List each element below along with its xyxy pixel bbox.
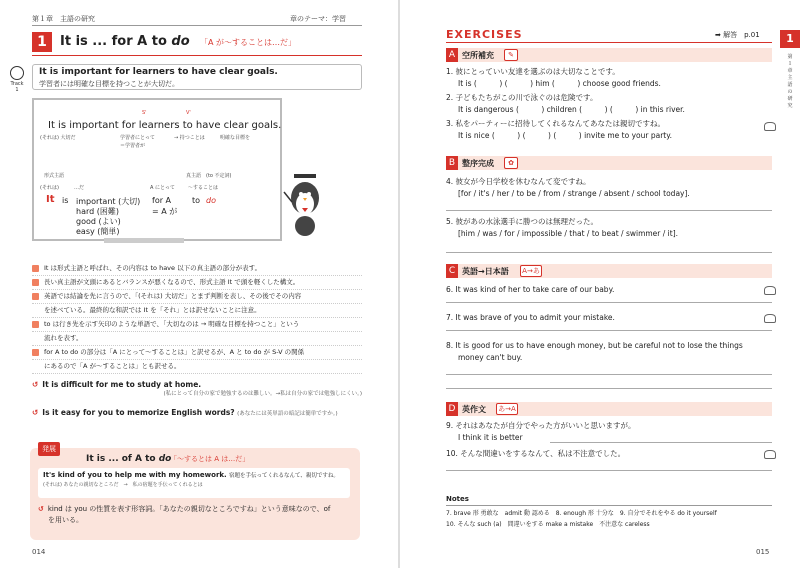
question-3: 3. 私をパーティーに招待してくれるなんてあなたは親切ですね。 It is nice ( ) ( ) ( ) invite me to your party. [446, 118, 776, 142]
hint-icon [32, 279, 39, 286]
note-line: 英語では結論を先に言うので、「(それは) 大切だ」とまず判断を表し、その後でその内容 [32, 290, 362, 304]
answer-line[interactable] [446, 388, 772, 389]
chapter-header: 第１章 主語の研究 [32, 15, 95, 23]
blackboard-diagram: S' V' It is important for learners to have clear goals. (それは) 大切だ 学習者にとって → 持つことは 明確な目標を ＝学習者が 形式主語 真主語 (to 不定詞) (それは) …だ A にとって 〜することは It is important (大切) hard (困難) good (よい) easy (簡単) for A = A が to do [32, 98, 282, 241]
section-title: It is ... for A to do [60, 34, 190, 49]
question-2: 2. 子どもたちがこの川で泳ぐのは危険です。 It is dangerous ( ) children ( ) ( ) in this river. [446, 93, 685, 114]
section-c-bar: C 英語→日本語 A→あ [446, 264, 772, 278]
hint-icon [32, 293, 39, 300]
answer-line[interactable] [446, 302, 772, 303]
main-example: It is important for learners to have clear goals. 学習者には明確な目標を持つことが大切だ。 [32, 64, 362, 90]
section-a-bar: A 空所補充 ✎ [446, 48, 772, 62]
hint-icon [32, 321, 39, 328]
note-line: It は形式主語と呼ばれ、その内容は to have 以下の真主語の部分が表す。 [32, 262, 362, 276]
question-5: 5. 彼があの水泳選手に勝つのは無理だった。 [him / was / for / impossible / that / to beat / swimmer / it]. [446, 217, 679, 238]
advanced-title: It is ... of A to do [86, 454, 172, 464]
question-6: 6. It was kind of her to take care of our baby. [446, 284, 776, 296]
track-badge[interactable]: Track 1 [8, 66, 26, 93]
answer-line[interactable] [446, 330, 772, 331]
question-8: 8. It is good for us to have enough money, but be careful not to lose the things money can't buy. [446, 341, 743, 362]
section-number: 1 [32, 32, 52, 52]
mortarboard-icon [764, 122, 776, 131]
note-line: 流れを表す。 [32, 332, 362, 346]
diagram-sentence: It is important for learners to have clear goals. [48, 120, 282, 131]
audio-icon [10, 66, 24, 80]
exercises-rule [446, 42, 772, 43]
mortarboard-icon [764, 286, 776, 295]
right-page [400, 0, 800, 568]
extra-example-1: ↺ It is difficult for me to study at home. (私にとって自分の家で勉強するのは難しい。→私は自分の家では勉強しにくい。) [32, 380, 362, 397]
answer-line[interactable] [446, 252, 772, 253]
section-subtitle: 「A が〜することは…だ」 [200, 38, 297, 47]
refresh-arrow-icon: ↺ [32, 408, 39, 417]
note-line: to は行き先を示す矢印のような単語で、「大切なのは → 明確な目標を持つこと」という [32, 318, 362, 332]
chapter-tab[interactable]: 1 [780, 30, 800, 48]
explanation-notes [32, 262, 362, 374]
chalk-tray [104, 238, 184, 243]
note-line: にあるので「A が〜することは」とも訳せる。 [32, 360, 362, 374]
hint-icon [32, 265, 39, 272]
advanced-tag: 発展 [38, 442, 60, 456]
refresh-arrow-icon: ↺ [32, 380, 39, 389]
theme-header: 章のテーマ：学習 [290, 15, 346, 23]
note-line: を述べている。最終的な和訳では It を「それ」とは訳せないことに注意。 [32, 304, 362, 318]
answer-line[interactable] [446, 374, 772, 375]
question-7: 7. It was brave of you to admit your mistake. [446, 312, 776, 324]
section-d-bar: D 英作文 あ→A [446, 402, 772, 416]
exercises-title: EXERCISES [446, 28, 523, 41]
answer-reference[interactable]: ➡ 解答 p.01 [715, 31, 760, 39]
question-1: 1. 彼にとっていい友達を選ぶのは大切なことです。 It is ( ) ( ) him ( ) choose good friends. [446, 67, 661, 88]
header-rule [32, 25, 362, 26]
mortarboard-icon [764, 450, 776, 459]
chapter-tab-label: 第１章 主語の研究 [787, 54, 793, 109]
advanced-tip: ↺ kind は you の性質を表す形容詞。「あなたの親切なところですね」という意味なので、of を用いる。 [38, 505, 331, 524]
page-number-right: 015 [756, 548, 770, 556]
hint-icon [32, 349, 39, 356]
penguin-teacher-illustration [282, 170, 332, 240]
mortarboard-icon [764, 314, 776, 323]
puzzle-icon: ✿ [504, 157, 518, 169]
section-b-bar: B 整序完成 ✿ [446, 156, 772, 170]
refresh-arrow-icon: ↺ [38, 505, 44, 513]
translate-icon: A→あ [520, 265, 542, 277]
note-line: 長い真主語が文頭にあるとバランスが悪くなるので、形式主語 It で頭を軽くした構文。 [32, 276, 362, 290]
extra-example-2: ↺ Is it easy for you to memorize English words? (あなたには英単語の暗記は簡単ですか。) [32, 408, 338, 417]
note-line: for A to do の部分は「A にとって〜することは」と訳せるが、A と to do が S-V の関係 [32, 346, 362, 360]
notes-heading: Notes [446, 494, 772, 506]
answer-line[interactable] [550, 442, 772, 443]
answer-line[interactable] [446, 470, 772, 471]
question-10: 10. そんな間違いをするなんて、私は不注意でした。 [446, 448, 776, 460]
left-page [0, 0, 398, 568]
advanced-box [30, 445, 360, 540]
advanced-subtitle: 「〜するとは A は…だ」 [170, 455, 250, 463]
question-4: 4. 彼女が今日学校を休むなんて変ですね。 [for / it's / her / to be / from / strange / absent / school today]. [446, 177, 690, 198]
title-rule [32, 55, 362, 56]
answer-line[interactable] [446, 210, 772, 211]
question-9: 9. それはあなたが自分でやった方がいいと思いますが。 I think it is better [446, 421, 636, 442]
advanced-example: It's kind of you to help me with my homework. 宿題を手伝ってくれるなんて、親切ですね。 (それは) あなたの親切なところだ → 私の宿題を手伝ってくれるとは [38, 468, 350, 498]
notes-box: Notes 7. brave 形 勇敢な admit 動 認める 8. enough 形 十分な 9. 自分でそれをやる do it yourself 10. そんな such (a) 間違いをする make a mistake 不注意な careless [446, 494, 772, 530]
page-number-left: 014 [32, 548, 46, 556]
translate-icon: あ→A [496, 403, 518, 415]
pencil-icon: ✎ [504, 49, 518, 61]
